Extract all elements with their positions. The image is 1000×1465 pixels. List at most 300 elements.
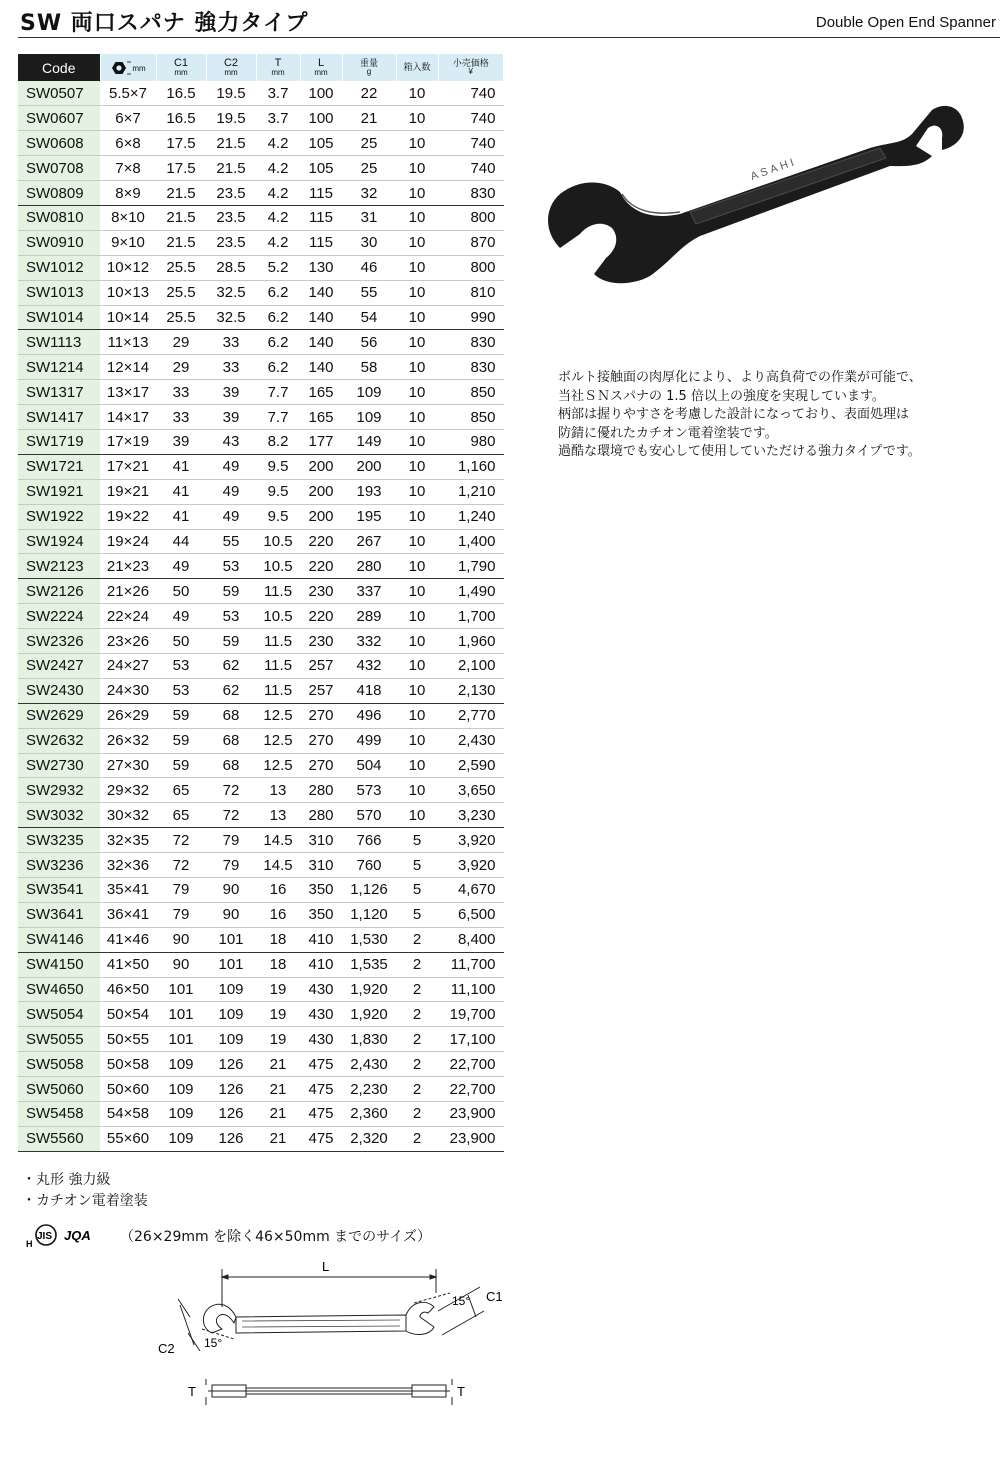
cell-c2: 101	[206, 952, 256, 977]
cell-weight: 2,360	[342, 1102, 396, 1127]
cell-weight: 504	[342, 753, 396, 778]
table-row	[18, 355, 504, 380]
table-row	[18, 1126, 504, 1151]
table-row	[18, 728, 504, 753]
table-row	[18, 653, 504, 678]
cell-qty: 10	[396, 454, 438, 479]
cell-code: SW1719	[18, 429, 100, 454]
cell-t: 4.2	[256, 181, 300, 206]
cell-t: 6.2	[256, 280, 300, 305]
cell-size: 7×8	[100, 156, 156, 181]
cell-l: 430	[300, 1027, 342, 1052]
cell-code: SW1924	[18, 529, 100, 554]
header-qty-label: 箱入数	[403, 62, 431, 72]
cell-size: 26×32	[100, 728, 156, 753]
cell-l: 220	[300, 554, 342, 579]
cell-code: SW5054	[18, 1002, 100, 1027]
cell-qty: 10	[396, 380, 438, 405]
cell-price: 1,700	[438, 604, 504, 629]
cell-weight: 55	[342, 280, 396, 305]
table-row	[18, 629, 504, 654]
cell-t: 12.5	[256, 753, 300, 778]
cell-size: 19×22	[100, 504, 156, 529]
cell-weight: 200	[342, 454, 396, 479]
cell-size: 13×17	[100, 380, 156, 405]
cell-size: 10×13	[100, 280, 156, 305]
cell-c1: 109	[156, 1102, 206, 1127]
jqa-label: JQA	[64, 1228, 91, 1243]
cell-price: 740	[438, 106, 504, 131]
cell-t: 18	[256, 952, 300, 977]
cell-t: 7.7	[256, 405, 300, 430]
cell-l: 105	[300, 156, 342, 181]
cell-c2: 23.5	[206, 205, 256, 230]
cell-size: 21×23	[100, 554, 156, 579]
cell-c2: 43	[206, 429, 256, 454]
cell-c1: 21.5	[156, 205, 206, 230]
header-code: Code	[18, 54, 100, 81]
table-row	[18, 952, 504, 977]
cell-weight: 289	[342, 604, 396, 629]
cell-code: SW2730	[18, 753, 100, 778]
cell-code: SW1721	[18, 454, 100, 479]
cell-l: 280	[300, 803, 342, 828]
cell-l: 220	[300, 604, 342, 629]
table-row	[18, 1102, 504, 1127]
table-row	[18, 106, 504, 131]
header-t-unit: mm	[271, 68, 285, 77]
header-t-label: T	[274, 57, 282, 69]
cell-l: 475	[300, 1102, 342, 1127]
cell-weight: 2,320	[342, 1126, 396, 1151]
cell-qty: 5	[396, 902, 438, 927]
table-row	[18, 454, 504, 479]
cell-c2: 53	[206, 604, 256, 629]
label-t-left: T	[188, 1384, 196, 1399]
cell-l: 140	[300, 305, 342, 330]
cell-size: 41×46	[100, 927, 156, 952]
cell-code: SW2326	[18, 629, 100, 654]
cell-size: 35×41	[100, 878, 156, 903]
cell-price: 8,400	[438, 927, 504, 952]
cell-qty: 10	[396, 355, 438, 380]
cell-code: SW1214	[18, 355, 100, 380]
header-qty	[396, 54, 438, 81]
cell-price: 1,210	[438, 479, 504, 504]
cell-qty: 10	[396, 529, 438, 554]
table-row	[18, 1027, 504, 1052]
cell-price: 800	[438, 255, 504, 280]
cell-code: SW1012	[18, 255, 100, 280]
cell-qty: 10	[396, 653, 438, 678]
cell-price: 980	[438, 429, 504, 454]
cell-l: 350	[300, 902, 342, 927]
page-title: SW 両口スパナ 強力タイプ	[20, 11, 309, 36]
cell-t: 19	[256, 1027, 300, 1052]
cell-code: SW2632	[18, 728, 100, 753]
cell-qty: 10	[396, 728, 438, 753]
cell-qty: 10	[396, 703, 438, 728]
spanner-photo	[540, 62, 980, 292]
cell-c2: 49	[206, 504, 256, 529]
cell-l: 475	[300, 1052, 342, 1077]
cell-code: SW2629	[18, 703, 100, 728]
cell-price: 740	[438, 81, 504, 106]
cell-c2: 59	[206, 579, 256, 604]
cell-c2: 19.5	[206, 81, 256, 106]
header-l-unit: mm	[314, 68, 328, 77]
cell-qty: 10	[396, 629, 438, 654]
cell-l: 410	[300, 952, 342, 977]
cell-code: SW0810	[18, 205, 100, 230]
cell-c2: 62	[206, 678, 256, 703]
cell-code: SW1922	[18, 504, 100, 529]
cell-c1: 29	[156, 355, 206, 380]
cell-c1: 16.5	[156, 81, 206, 106]
table-row	[18, 828, 504, 853]
cell-weight: 267	[342, 529, 396, 554]
label-c2: C2	[158, 1341, 175, 1356]
cell-c1: 109	[156, 1052, 206, 1077]
header-weight-label: 重量	[359, 58, 378, 68]
cell-size: 27×30	[100, 753, 156, 778]
cell-c1: 59	[156, 703, 206, 728]
cell-weight: 149	[342, 429, 396, 454]
cell-price: 3,650	[438, 778, 504, 803]
cell-qty: 2	[396, 1077, 438, 1102]
cell-weight: 109	[342, 405, 396, 430]
cell-c1: 101	[156, 1027, 206, 1052]
cell-weight: 2,430	[342, 1052, 396, 1077]
spec-table	[18, 54, 504, 1152]
cell-size: 50×58	[100, 1052, 156, 1077]
cell-c1: 79	[156, 878, 206, 903]
cell-weight: 109	[342, 380, 396, 405]
cell-price: 23,900	[438, 1126, 504, 1151]
cell-c1: 49	[156, 604, 206, 629]
cell-size: 17×19	[100, 429, 156, 454]
cell-weight: 30	[342, 230, 396, 255]
header-t	[256, 54, 300, 81]
table-row	[18, 479, 504, 504]
cell-c1: 90	[156, 952, 206, 977]
cell-t: 21	[256, 1126, 300, 1151]
cell-code: SW3236	[18, 853, 100, 878]
jis-mark-icon	[24, 1224, 104, 1248]
cell-c1: 41	[156, 504, 206, 529]
cell-code: SW5458	[18, 1102, 100, 1127]
header-price	[438, 54, 504, 81]
table-row	[18, 255, 504, 280]
cell-size: 6×8	[100, 131, 156, 156]
cell-l: 115	[300, 181, 342, 206]
cell-c1: 25.5	[156, 305, 206, 330]
cell-c2: 59	[206, 629, 256, 654]
table-row	[18, 927, 504, 952]
description-line: 防錆に優れたカチオン電着塗装です。	[558, 425, 778, 441]
cell-c2: 21.5	[206, 156, 256, 181]
cell-c1: 65	[156, 778, 206, 803]
label-l: L	[322, 1259, 330, 1274]
cell-code: SW3235	[18, 828, 100, 853]
cell-c2: 33	[206, 330, 256, 355]
cell-weight: 195	[342, 504, 396, 529]
cell-t: 4.2	[256, 205, 300, 230]
cell-t: 11.5	[256, 579, 300, 604]
cell-weight: 54	[342, 305, 396, 330]
cell-qty: 10	[396, 405, 438, 430]
cell-qty: 2	[396, 952, 438, 977]
cell-weight: 1,920	[342, 977, 396, 1002]
cell-c2: 23.5	[206, 181, 256, 206]
cell-size: 11×13	[100, 330, 156, 355]
cell-weight: 280	[342, 554, 396, 579]
cell-l: 140	[300, 330, 342, 355]
cell-c1: 72	[156, 853, 206, 878]
cell-size: 10×12	[100, 255, 156, 280]
cell-t: 8.2	[256, 429, 300, 454]
cell-t: 9.5	[256, 504, 300, 529]
cell-c2: 39	[206, 405, 256, 430]
cell-qty: 5	[396, 853, 438, 878]
cell-size: 41×50	[100, 952, 156, 977]
table-row	[18, 604, 504, 629]
cell-qty: 2	[396, 927, 438, 952]
table-row	[18, 778, 504, 803]
cell-c1: 53	[156, 653, 206, 678]
cell-size: 55×60	[100, 1126, 156, 1151]
cell-c2: 126	[206, 1102, 256, 1127]
cell-qty: 5	[396, 878, 438, 903]
cell-code: SW1014	[18, 305, 100, 330]
cell-t: 10.5	[256, 529, 300, 554]
cell-l: 410	[300, 927, 342, 952]
cell-code: SW1113	[18, 330, 100, 355]
header-c2-unit: mm	[224, 68, 238, 77]
cell-price: 850	[438, 405, 504, 430]
cell-qty: 5	[396, 828, 438, 853]
cell-c1: 59	[156, 753, 206, 778]
cell-weight: 22	[342, 81, 396, 106]
product-description	[558, 369, 922, 462]
cell-size: 21×26	[100, 579, 156, 604]
cell-t: 4.2	[256, 156, 300, 181]
cell-c2: 49	[206, 454, 256, 479]
cell-c2: 53	[206, 554, 256, 579]
cell-c2: 109	[206, 977, 256, 1002]
cell-qty: 2	[396, 1002, 438, 1027]
cell-l: 270	[300, 728, 342, 753]
cell-t: 19	[256, 977, 300, 1002]
cell-l: 430	[300, 977, 342, 1002]
cell-size: 29×32	[100, 778, 156, 803]
cell-qty: 10	[396, 106, 438, 131]
cell-price: 22,700	[438, 1052, 504, 1077]
title-divider	[18, 37, 1000, 38]
cell-weight: 1,535	[342, 952, 396, 977]
cell-qty: 10	[396, 504, 438, 529]
cell-size: 17×21	[100, 454, 156, 479]
cell-c2: 68	[206, 703, 256, 728]
table-row	[18, 81, 504, 106]
cell-price: 1,160	[438, 454, 504, 479]
cell-qty: 10	[396, 81, 438, 106]
cell-t: 21	[256, 1077, 300, 1102]
cell-qty: 10	[396, 205, 438, 230]
table-row	[18, 902, 504, 927]
header-l	[300, 54, 342, 81]
cell-l: 165	[300, 405, 342, 430]
cell-qty: 2	[396, 1027, 438, 1052]
cell-code: SW0708	[18, 156, 100, 181]
cell-c1: 21.5	[156, 230, 206, 255]
cell-l: 140	[300, 355, 342, 380]
description-line: ボルト接触面の肉厚化により、より高負荷での作業が可能で、	[558, 370, 922, 385]
cell-price: 1,400	[438, 529, 504, 554]
cell-t: 14.5	[256, 853, 300, 878]
size-unit: mm	[132, 63, 146, 73]
cell-code: SW3641	[18, 902, 100, 927]
description-line: 当社ＳＮスパナの 1.5 倍以上の強度を実現しています。	[558, 388, 885, 404]
cell-code: SW5058	[18, 1052, 100, 1077]
cell-c2: 32.5	[206, 280, 256, 305]
cell-qty: 10	[396, 280, 438, 305]
cell-qty: 10	[396, 778, 438, 803]
cell-l: 430	[300, 1002, 342, 1027]
cell-qty: 10	[396, 579, 438, 604]
cell-price: 1,790	[438, 554, 504, 579]
table-row	[18, 280, 504, 305]
table-row	[18, 131, 504, 156]
cell-code: SW2126	[18, 579, 100, 604]
cell-c2: 55	[206, 529, 256, 554]
table-row	[18, 1077, 504, 1102]
cell-t: 3.7	[256, 106, 300, 131]
cell-code: SW5055	[18, 1027, 100, 1052]
cell-c2: 39	[206, 380, 256, 405]
cell-price: 3,920	[438, 828, 504, 853]
cell-l: 350	[300, 878, 342, 903]
cell-l: 130	[300, 255, 342, 280]
cell-qty: 10	[396, 803, 438, 828]
cell-qty: 10	[396, 554, 438, 579]
cell-size: 14×17	[100, 405, 156, 430]
table-row	[18, 1002, 504, 1027]
cell-weight: 573	[342, 778, 396, 803]
cell-code: SW0608	[18, 131, 100, 156]
cell-size: 32×35	[100, 828, 156, 853]
cell-size: 19×21	[100, 479, 156, 504]
cell-weight: 31	[342, 205, 396, 230]
cell-weight: 46	[342, 255, 396, 280]
cell-weight: 1,126	[342, 878, 396, 903]
cell-t: 21	[256, 1102, 300, 1127]
cell-t: 13	[256, 778, 300, 803]
cell-c1: 65	[156, 803, 206, 828]
cell-c2: 33	[206, 355, 256, 380]
table-row	[18, 853, 504, 878]
cell-c1: 53	[156, 678, 206, 703]
cell-price: 2,770	[438, 703, 504, 728]
cell-t: 16	[256, 878, 300, 903]
cell-size: 46×50	[100, 977, 156, 1002]
cell-code: SW2224	[18, 604, 100, 629]
note-item: ・カチオン電着塗装	[22, 1193, 148, 1209]
table-row	[18, 181, 504, 206]
cell-l: 200	[300, 454, 342, 479]
cell-c2: 72	[206, 803, 256, 828]
cell-l: 257	[300, 678, 342, 703]
cell-price: 2,100	[438, 653, 504, 678]
cell-weight: 418	[342, 678, 396, 703]
cell-price: 830	[438, 330, 504, 355]
table-row	[18, 703, 504, 728]
cell-price: 11,700	[438, 952, 504, 977]
cell-weight: 1,120	[342, 902, 396, 927]
cell-size: 10×14	[100, 305, 156, 330]
cell-code: SW5560	[18, 1126, 100, 1151]
spec-table-body	[18, 81, 504, 1151]
cell-size: 24×30	[100, 678, 156, 703]
cell-c1: 17.5	[156, 131, 206, 156]
cell-l: 177	[300, 429, 342, 454]
cell-price: 830	[438, 355, 504, 380]
cell-price: 740	[438, 131, 504, 156]
cell-c2: 23.5	[206, 230, 256, 255]
cell-weight: 193	[342, 479, 396, 504]
cell-l: 100	[300, 81, 342, 106]
cell-c1: 41	[156, 479, 206, 504]
cell-t: 10.5	[256, 604, 300, 629]
cell-t: 16	[256, 902, 300, 927]
dimension-drawing	[150, 1255, 530, 1415]
cell-price: 1,240	[438, 504, 504, 529]
cell-weight: 21	[342, 106, 396, 131]
table-row	[18, 205, 504, 230]
cell-code: SW1317	[18, 380, 100, 405]
jis-label: JIS	[37, 1231, 53, 1242]
jis-h-label: H	[26, 1239, 33, 1248]
cell-size: 50×54	[100, 1002, 156, 1027]
cell-qty: 10	[396, 678, 438, 703]
cell-code: SW4146	[18, 927, 100, 952]
cell-size: 8×9	[100, 181, 156, 206]
cell-c1: 33	[156, 380, 206, 405]
cell-code: SW1013	[18, 280, 100, 305]
brand-mark: ASAHI	[749, 155, 799, 183]
cell-code: SW1417	[18, 405, 100, 430]
cell-code: SW3032	[18, 803, 100, 828]
cell-c1: 109	[156, 1126, 206, 1151]
cell-qty: 2	[396, 1102, 438, 1127]
description-line: 柄部は握りやすさを考慮した設計になっており、表面処理は	[558, 407, 910, 422]
description-line: 過酷な環境でも安心して使用していただける強力タイプです。	[558, 444, 921, 459]
cell-code: SW2427	[18, 653, 100, 678]
cell-code: SW2932	[18, 778, 100, 803]
cell-price: 17,100	[438, 1027, 504, 1052]
table-row	[18, 977, 504, 1002]
cell-price: 4,670	[438, 878, 504, 903]
header-c2-label: C2	[223, 57, 239, 69]
cell-c2: 62	[206, 653, 256, 678]
cell-qty: 2	[396, 977, 438, 1002]
table-row	[18, 305, 504, 330]
cell-c2: 109	[206, 1027, 256, 1052]
cell-c1: 50	[156, 579, 206, 604]
cell-qty: 10	[396, 230, 438, 255]
table-row	[18, 230, 504, 255]
table-row	[18, 156, 504, 181]
